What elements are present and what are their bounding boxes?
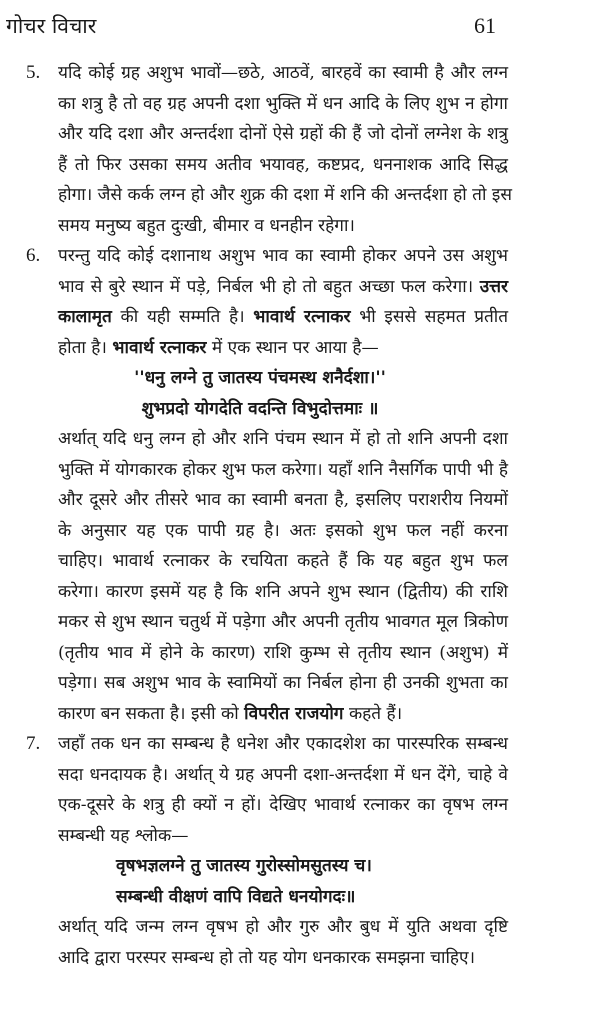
text-line bbox=[58, 699, 508, 730]
list-item-5 bbox=[0, 58, 600, 241]
running-title: गोचर विचार bbox=[6, 14, 97, 38]
text-line: सदा धनदायक है। अर्थात् ये ग्रह अपनी दशा-अन्तर्दशा में धन देंगे, चाहे वे bbox=[58, 764, 508, 785]
item-number: 5. bbox=[26, 62, 41, 83]
text-line bbox=[58, 272, 508, 303]
verse-line: शुभप्रदो योगदेति वदन्ति विभुदोत्तमाः ॥ bbox=[141, 398, 379, 419]
text-line: और दूसरे और तीसरे भाव का स्वामी बनता है, इसलिए पराशरीय नियमों bbox=[58, 490, 508, 510]
text-span: होता है। bbox=[58, 337, 107, 358]
verse-line: ''धनु लग्ने तु जातस्य पंचमस्थ शनैर्दशा।'' bbox=[134, 368, 386, 388]
text-line: और यदि दशा और अन्तर्दशा दोनों ऐसे ग्रहों की हैं जो दोनों लग्नेश के शत्रु bbox=[58, 124, 508, 144]
text-line: करेगा। कारण इसमें यह है कि शनि अपने शुभ स्थान (द्वितीय) की राशि bbox=[58, 581, 508, 602]
text-line: यदि कोई ग्रह अशुभ भावों—छठे, आठवें, बारहवें का स्वामी है और लग्न bbox=[58, 63, 508, 83]
text-line: होगा। जैसे कर्क लग्न हो और शुक्र की दशा में शनि की अन्तर्दशा हो तो इस bbox=[58, 185, 512, 205]
list-item-7 bbox=[0, 729, 600, 973]
page-number: 61 bbox=[474, 13, 496, 38]
text-line: भुक्ति में योगकारक होकर शुभ फल करेगा। यहाँ शनि नैसर्गिक पापी भी है bbox=[58, 459, 508, 480]
text-line: के अनुसार यह एक पापी ग्रह है। अतः इसको शुभ फल नहीं करना bbox=[58, 520, 508, 541]
text-line: अर्थात् यदि जन्म लग्न वृषभ हो और गुरु और बुध में युति अथवा दृष्टि bbox=[58, 917, 508, 937]
item-number: 7. bbox=[26, 733, 41, 754]
page-body bbox=[0, 58, 600, 973]
text-line: सम्बन्धी यह श्लोक— bbox=[58, 825, 189, 846]
bold-term: कालामृत bbox=[58, 307, 112, 327]
text-line: समय मनुष्य बहुत दुःखी, बीमार व धनहीन रहेगा। bbox=[58, 215, 355, 236]
text-line bbox=[58, 302, 508, 333]
text-span: कारण बन सकता है। इसी को bbox=[58, 703, 239, 724]
text-span: भी इससे सहमत प्रतीत bbox=[359, 307, 509, 327]
text-line: का शत्रु है तो वह ग्रह अपनी दशा भुक्ति में धन आदि के लिए शुभ न होगा bbox=[58, 93, 508, 114]
bold-term: भावार्थ रत्नाकर bbox=[112, 337, 207, 358]
text-line: जहाँ तक धन का सम्बन्ध है धनेश और एकादशेश का पारस्परिक सम्बन्ध bbox=[58, 734, 508, 754]
item-number: 6. bbox=[26, 245, 41, 266]
text-span: में एक स्थान पर आया है— bbox=[211, 337, 379, 358]
bold-term: भावार्थ रत्नाकर bbox=[253, 307, 351, 327]
text-span: कहते हैं। bbox=[348, 703, 403, 724]
list-item-6 bbox=[0, 241, 600, 729]
text-line: चाहिए। भावार्थ रत्नाकर के रचयिता कहते हैं कि यह बहुत शुभ फल bbox=[58, 551, 508, 571]
text-line: एक-दूसरे के शत्रु ही क्यों न हों। देखिए भावार्थ रत्नाकर का वृषभ लग्न bbox=[58, 795, 508, 815]
text-line: मकर से शुभ स्थान चतुर्थ में पड़ेगा और अपनी तृतीय भावगत मूल त्रिकोण bbox=[58, 612, 508, 632]
text-line: परन्तु यदि कोई दशानाथ अशुभ भाव का स्वामी होकर अपने उस अशुभ bbox=[58, 246, 508, 266]
text-span: की यही सम्मति है। bbox=[120, 307, 245, 327]
verse-line: सम्बन्धी वीक्षणं वापि विद्यते धनयोगदः॥ bbox=[116, 886, 356, 907]
bold-term: उत्तर bbox=[479, 276, 509, 297]
text-line: हैं तो फिर उसका समय अतीव भयावह, कष्टप्रद, धननाशक आदि सिद्ध bbox=[58, 154, 508, 175]
bold-term: विपरीत राजयोग bbox=[244, 703, 344, 724]
verse-line: वृषभज्ञलग्ने तु जातस्य गुरोस्सोमसुतस्य च। bbox=[116, 856, 372, 876]
text-line bbox=[58, 333, 508, 364]
text-line: पड़ेगा। सब अशुभ भाव के स्वामियों का निर्बल होना ही उनकी शुभता का bbox=[58, 673, 508, 693]
text-line: आदि द्वारा परस्पर सम्बन्ध हो तो यह योग धनकारक समझना चाहिए। bbox=[58, 947, 476, 968]
text-line: (तृतीय भाव में होने के कारण) राशि कुम्भ से तृतीय स्थान (अशुभ) में bbox=[58, 642, 508, 663]
text-line: अर्थात् यदि धनु लग्न हो और शनि पंचम स्थान में हो तो शनि अपनी दशा bbox=[58, 429, 508, 449]
text-span: भाव से बुरे स्थान में पड़े, निर्बल भी हो तो बहुत अच्छा फल करेगा। bbox=[58, 276, 474, 297]
